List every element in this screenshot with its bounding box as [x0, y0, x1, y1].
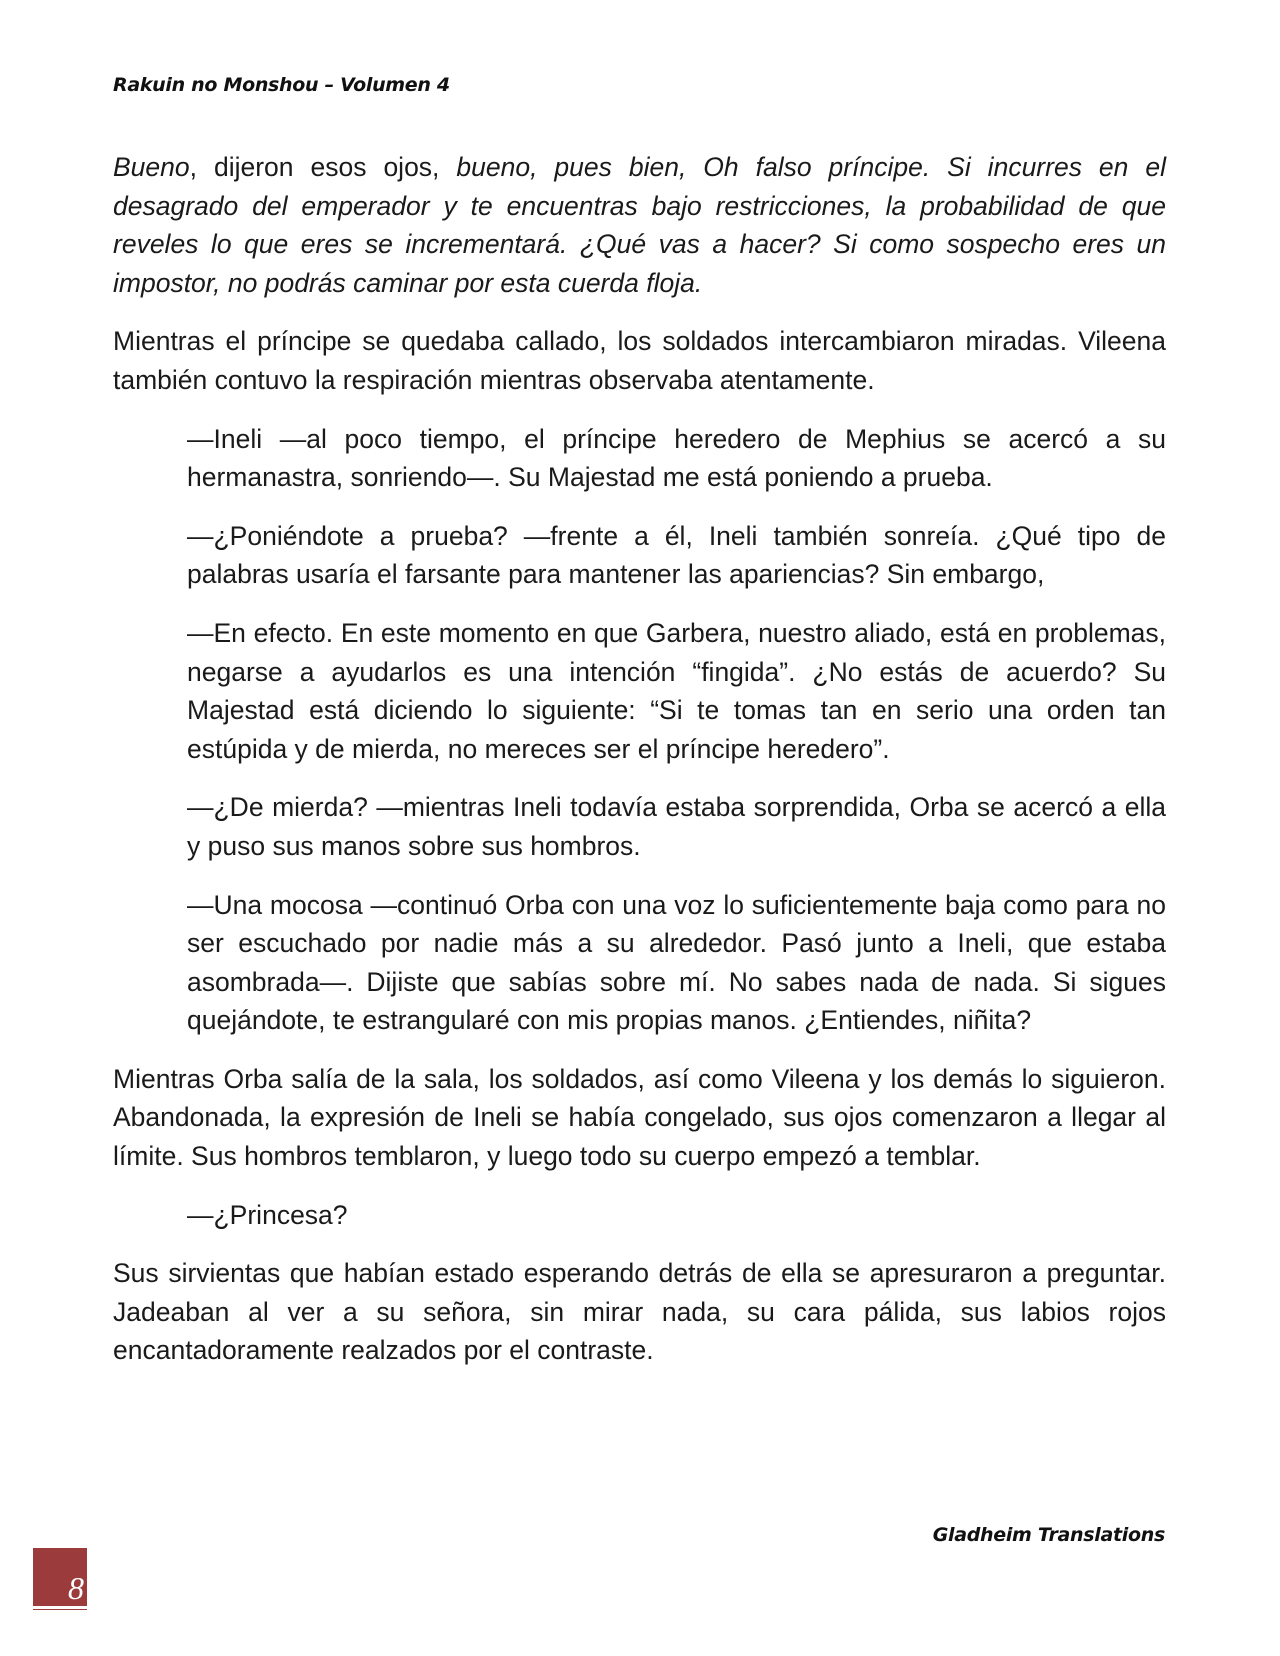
dialogue-paragraph-4: —¿Poniéndote a prueba? —frente a él, Ineli también sonreía. ¿Qué tipo de palabras usaría el farsante para mantener las apariencias? Sin embargo,	[187, 520, 1166, 590]
italic-text: Bueno	[113, 152, 190, 182]
paragraph-10: Sus sirvientas que habían estado esperando detrás de ella se apresuraron a preguntar. Jadeaban al ver a su señora, sin mirar nada, su cara pálida, sus labios rojos encantadoramente realzados por el contraste.	[113, 1258, 1166, 1366]
italic-text: bueno, pues bien, Oh falso príncipe. Si incurres en el desagrado del emperador y te encuentras bajo restricciones, la probabilidad de que reveles lo que eres se incrementará. ¿Qué vas a hacer? Si como sospecho eres un impostor, no podrás caminar por esta cuerda floja.	[113, 152, 1166, 298]
paragraph-1	[113, 148, 1166, 302]
running-header: Rakuin no Monshou – Volumen 4	[113, 74, 450, 96]
dialogue-paragraph-3: —Ineli —al poco tiempo, el príncipe heredero de Mephius se acercó a su hermanastra, sonriendo—. Su Majestad me está poniendo a prueba.	[187, 423, 1166, 493]
dialogue-paragraph-6: —¿De mierda? —mientras Ineli todavía estaba sorprendida, Orba se acercó a ella y puso sus manos sobre sus hombros.	[187, 792, 1166, 861]
dialogue-paragraph-5: —En efecto. En este momento en que Garbera, nuestro aliado, está en problemas, negarse a ayudarlos es una intención “fingida”. ¿No estás de acuerdo? Su Majestad está diciendo lo siguiente: “Si te tomas tan en serio una orden tan estúpida y de mierda, no mereces ser el príncipe heredero”.	[187, 617, 1166, 764]
paragraph-8: Mientras Orba salía de la sala, los soldados, así como Vileena y los demás lo siguieron. Abandonada, la expresión de Ineli se había congelado, sus ojos comenzaron a llegar al límite. Sus hombros temblaron, y luego todo su cuerpo empezó a temblar.	[113, 1063, 1166, 1172]
plain-text: , dijeron esos ojos,	[189, 152, 457, 182]
paragraph-2: Mientras el príncipe se quedaba callado, los soldados intercambiaron miradas. Vileena también contuvo la respiración mientras observaba atentamente.	[113, 326, 1166, 395]
dialogue-paragraph-9: —¿Princesa?	[187, 1199, 348, 1230]
page-number: 8	[68, 1570, 84, 1606]
footer-credit: Gladheim Translations	[932, 1524, 1165, 1546]
dialogue-paragraph-7: —Una mocosa —continuó Orba con una voz lo suficientemente baja como para no ser escuchado por nadie más a su alrededor. Pasó junto a Ineli, que estaba asombrada—. Dijiste que sabías sobre mí. No sabes nada de nada. Si sigues quejándote, te estrangularé con mis propias manos. ¿Entiendes, niñita?	[187, 889, 1166, 1036]
page-body	[113, 148, 1166, 1390]
